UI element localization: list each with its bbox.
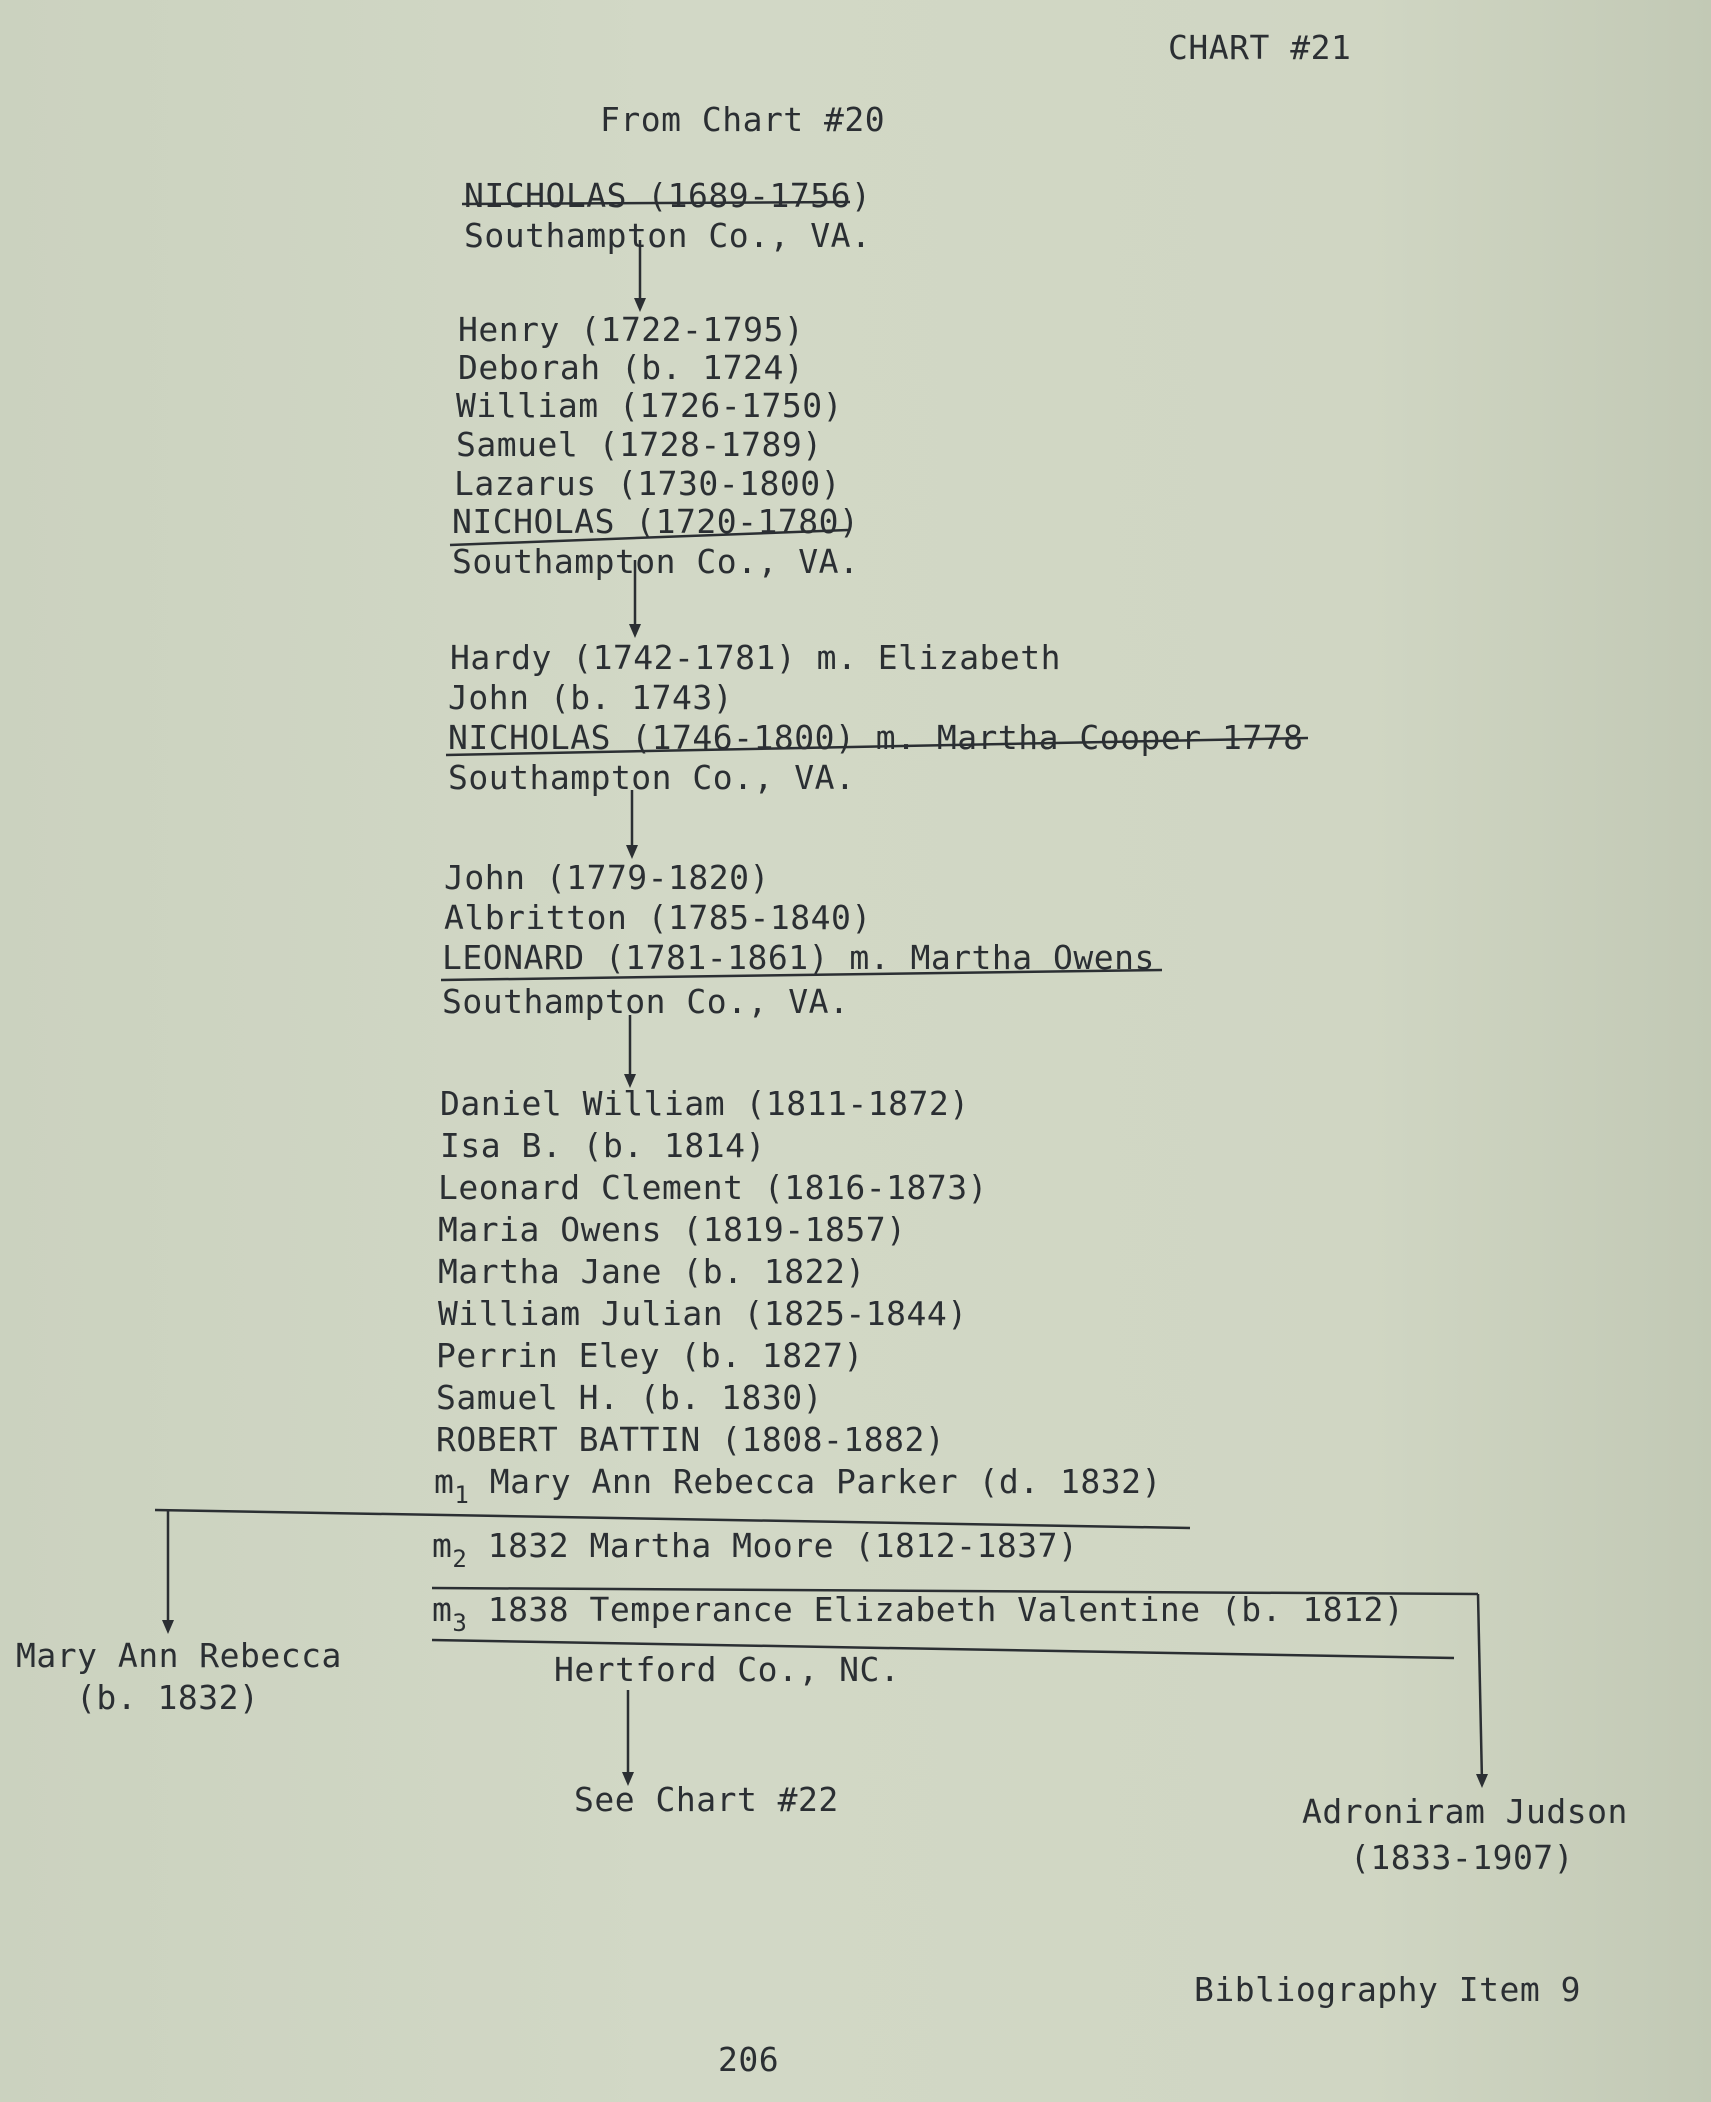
arrowhead-gen2 — [629, 624, 641, 638]
gen4-child: John (1779-1820) — [444, 858, 770, 897]
marriage-3: $m_3$ 1838 Temperance Elizabeth Valentine (b. 1812) — [432, 1590, 1405, 1637]
gen5-child: Daniel William (1811-1872) — [440, 1084, 970, 1123]
gen2-child: Henry (1722-1795) — [458, 310, 805, 349]
arrow-line-right — [1478, 1594, 1482, 1782]
arrowhead-gen3 — [626, 845, 638, 859]
marriage-1: $m_1$ Mary Ann Rebecca Parker (d. 1832) — [434, 1462, 1162, 1509]
gen5-child: Perrin Eley (b. 1827) — [436, 1336, 864, 1375]
chart-number: CHART #21 — [1168, 28, 1352, 67]
gen3-place: Southampton Co., VA. — [448, 758, 856, 797]
page-number: 206 — [718, 2040, 780, 2079]
gen2-child: Samuel (1728-1789) — [456, 425, 823, 464]
gen5-child: Isa B. (b. 1814) — [440, 1126, 766, 1165]
bibliography-reference: Bibliography Item 9 — [1194, 1970, 1581, 2009]
gen4-child: Albritton (1785-1840) — [444, 898, 872, 937]
from-chart-reference: From Chart #20 — [600, 100, 886, 139]
gen1-place: Southampton Co., VA. — [464, 216, 872, 255]
gen1-head: NICHOLAS (1689-1756) — [464, 176, 872, 215]
offspring-right-dates: (1833-1907) — [1350, 1838, 1575, 1877]
offspring-left-dates: (b. 1832) — [76, 1678, 260, 1717]
see-chart-22: See Chart #22 — [574, 1780, 839, 1819]
gen5-place: Hertford Co., NC. — [554, 1650, 901, 1689]
gen2-child: William (1726-1750) — [456, 386, 843, 425]
gen2-head: NICHOLAS (1720-1780) — [452, 502, 860, 541]
gen4-place: Southampton Co., VA. — [442, 982, 850, 1021]
offspring-right-name: Adroniram Judson — [1302, 1792, 1628, 1831]
gen2-place: Southampton Co., VA. — [452, 542, 860, 581]
arrowhead-right — [1476, 1774, 1488, 1788]
gen5-child: Maria Owens (1819-1857) — [438, 1210, 907, 1249]
gen3-head: NICHOLAS (1746-1800) m. Martha Cooper 1778 — [448, 718, 1304, 757]
offspring-left-name: Mary Ann Rebecca — [16, 1636, 342, 1675]
gen4-head: LEONARD (1781-1861) m. Martha Owens — [442, 938, 1155, 977]
gen5-child: William Julian (1825-1844) — [438, 1294, 968, 1333]
gen2-child: Lazarus (1730-1800) — [454, 464, 841, 503]
marriage-2: $m_2$ 1832 Martha Moore (1812-1837) — [432, 1526, 1079, 1573]
gen3-child: John (b. 1743) — [448, 678, 734, 717]
gen5-head: ROBERT BATTIN (1808-1882) — [436, 1420, 946, 1459]
arrowhead-left — [162, 1620, 174, 1634]
gen3-child: Hardy (1742-1781) m. Elizabeth — [450, 638, 1062, 677]
gen5-child: Samuel H. (b. 1830) — [436, 1378, 823, 1417]
gen5-child: Martha Jane (b. 1822) — [438, 1252, 866, 1291]
gen2-child: Deborah (b. 1724) — [458, 348, 805, 387]
gen5-child: Leonard Clement (1816-1873) — [438, 1168, 988, 1207]
